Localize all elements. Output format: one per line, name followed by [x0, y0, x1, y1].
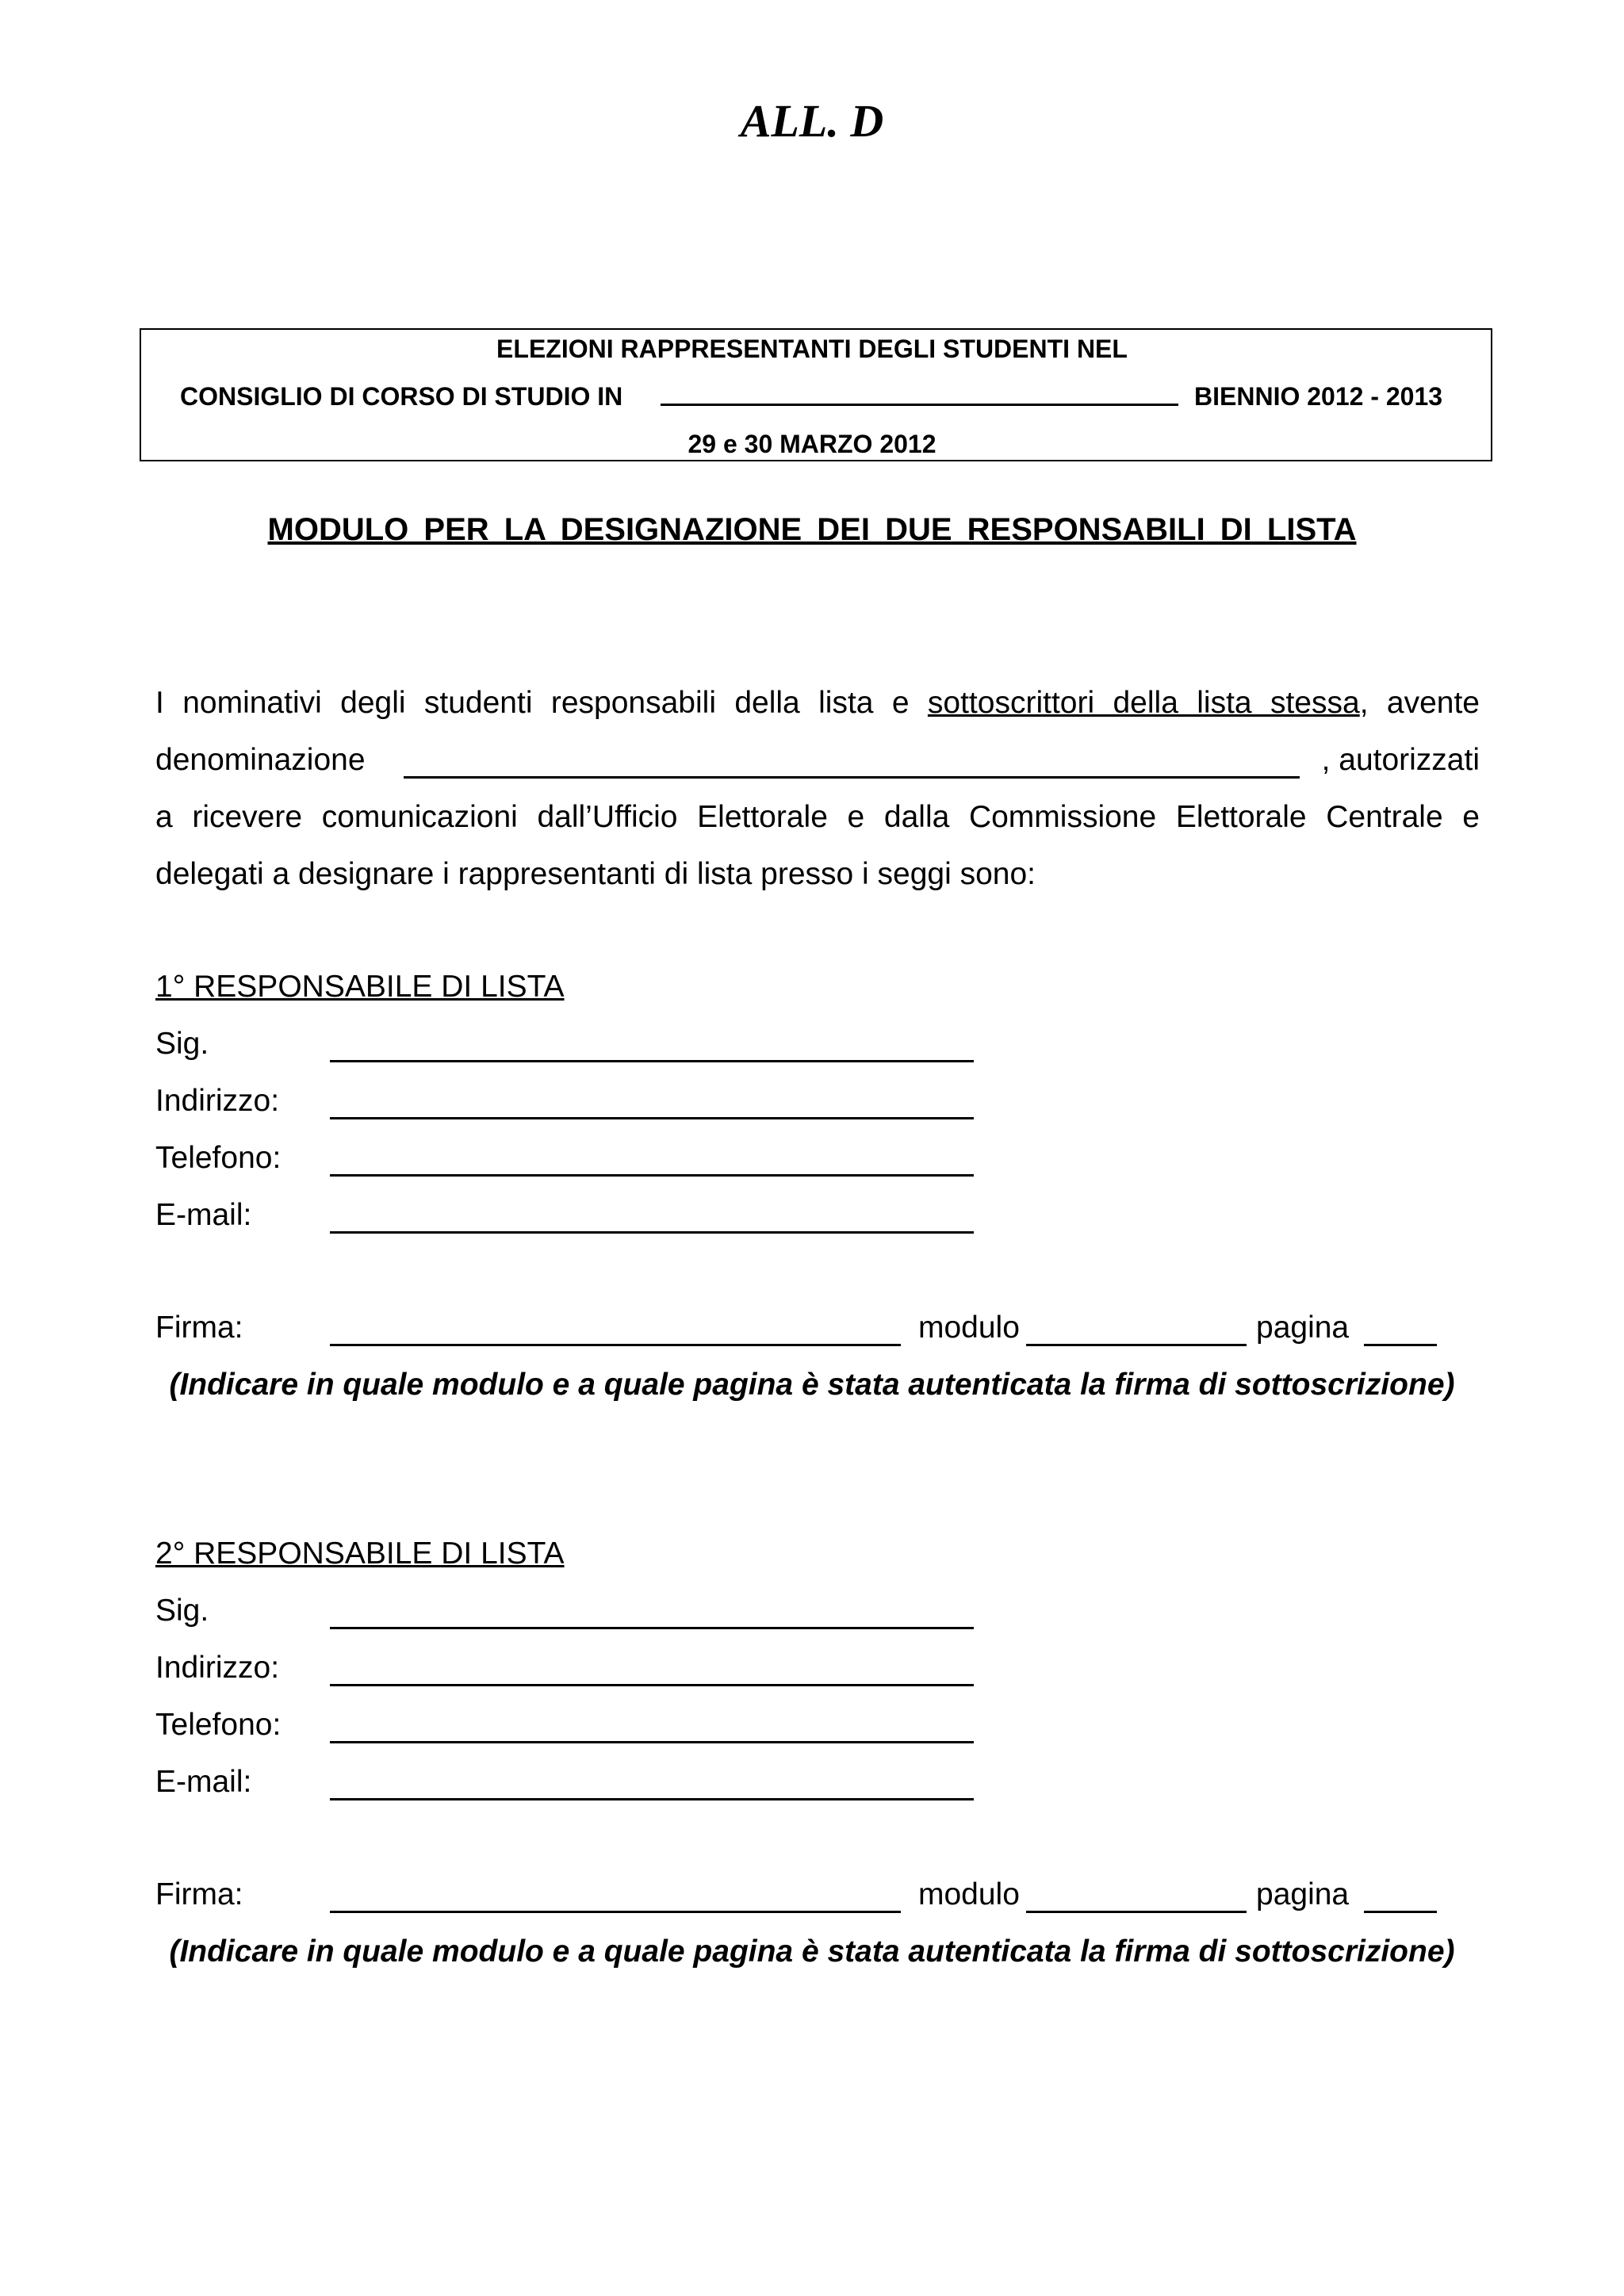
r2-module-field[interactable]: [1026, 1911, 1247, 1913]
r2-page-label: pagina: [1256, 1877, 1350, 1911]
r2-page-field[interactable]: [1364, 1911, 1437, 1913]
r1-module-label: modulo: [918, 1311, 1020, 1345]
r1-sig-label: Sig.: [155, 1027, 209, 1061]
r2-email-label: E-mail:: [155, 1765, 252, 1799]
r1-address-field[interactable]: [330, 1117, 974, 1119]
intro-text: I nominativi degli studenti responsabili della lista e: [155, 686, 910, 720]
responsabile-2-heading: 2° RESPONSABILE DI LISTA: [155, 1536, 565, 1571]
r1-phone-field[interactable]: [330, 1174, 974, 1177]
r1-address-label: Indirizzo:: [155, 1084, 280, 1118]
intro-line-3: a ricevere comunicazioni dall’Ufficio Elettorale e dalla Commissione Elettorale Centrale e: [155, 800, 1480, 834]
r2-address-field[interactable]: [330, 1684, 974, 1686]
form-title: MODULO PER LA DESIGNAZIONE DEI DUE RESPONSABILI DI LISTA: [267, 512, 1357, 547]
r1-page-label: pagina: [1256, 1311, 1350, 1345]
r1-page-field[interactable]: [1364, 1344, 1437, 1346]
r1-authentication-note: (Indicare in quale modulo e a quale pagina è stata autenticata la firma di sottoscrizione): [169, 1368, 1455, 1402]
r1-name-field[interactable]: [330, 1060, 974, 1062]
r2-name-field[interactable]: [330, 1627, 974, 1629]
r1-phone-label: Telefono:: [155, 1141, 282, 1175]
intro-line-1: [155, 683, 1480, 723]
r2-sig-label: Sig.: [155, 1594, 209, 1628]
r2-authentication-note: (Indicare in quale modulo e a quale pagina è stata autenticata la firma di sottoscrizione): [169, 1934, 1455, 1969]
intro-underlined-text: sottoscrittori della lista stessa: [927, 686, 1360, 720]
intro-authorized-text: , autorizzati: [1321, 743, 1480, 777]
intro-denomination-label: denominazione: [155, 743, 366, 777]
course-of-study-field[interactable]: [661, 404, 1178, 406]
r2-signature-field[interactable]: [330, 1911, 901, 1913]
r1-email-label: E-mail:: [155, 1198, 252, 1232]
r1-signature-label: Firma:: [155, 1311, 243, 1345]
list-name-field[interactable]: [404, 776, 1300, 779]
attachment-label: ALL. D: [740, 95, 884, 147]
responsabile-1-heading: 1° RESPONSABILE DI LISTA: [155, 970, 565, 1004]
header-dates: 29 e 30 MARZO 2012: [688, 430, 936, 458]
header-line-1: ELEZIONI RAPPRESENTANTI DEGLI STUDENTI NEL: [496, 335, 1128, 363]
r2-module-label: modulo: [918, 1877, 1020, 1911]
intro-line-4: delegati a designare i rappresentanti di lista presso i seggi sono:: [155, 857, 1036, 891]
r1-signature-field[interactable]: [330, 1344, 901, 1346]
r1-module-field[interactable]: [1026, 1344, 1247, 1346]
r2-email-field[interactable]: [330, 1798, 974, 1800]
header-biennium: BIENNIO 2012 - 2013: [1194, 382, 1443, 411]
r2-phone-label: Telefono:: [155, 1708, 282, 1742]
r2-phone-field[interactable]: [330, 1741, 974, 1743]
header-course-label: CONSIGLIO DI CORSO DI STUDIO IN: [180, 382, 623, 411]
r1-email-field[interactable]: [330, 1231, 974, 1234]
intro-text-end: , avente: [1359, 686, 1480, 720]
r2-signature-label: Firma:: [155, 1877, 243, 1911]
r2-address-label: Indirizzo:: [155, 1651, 280, 1685]
